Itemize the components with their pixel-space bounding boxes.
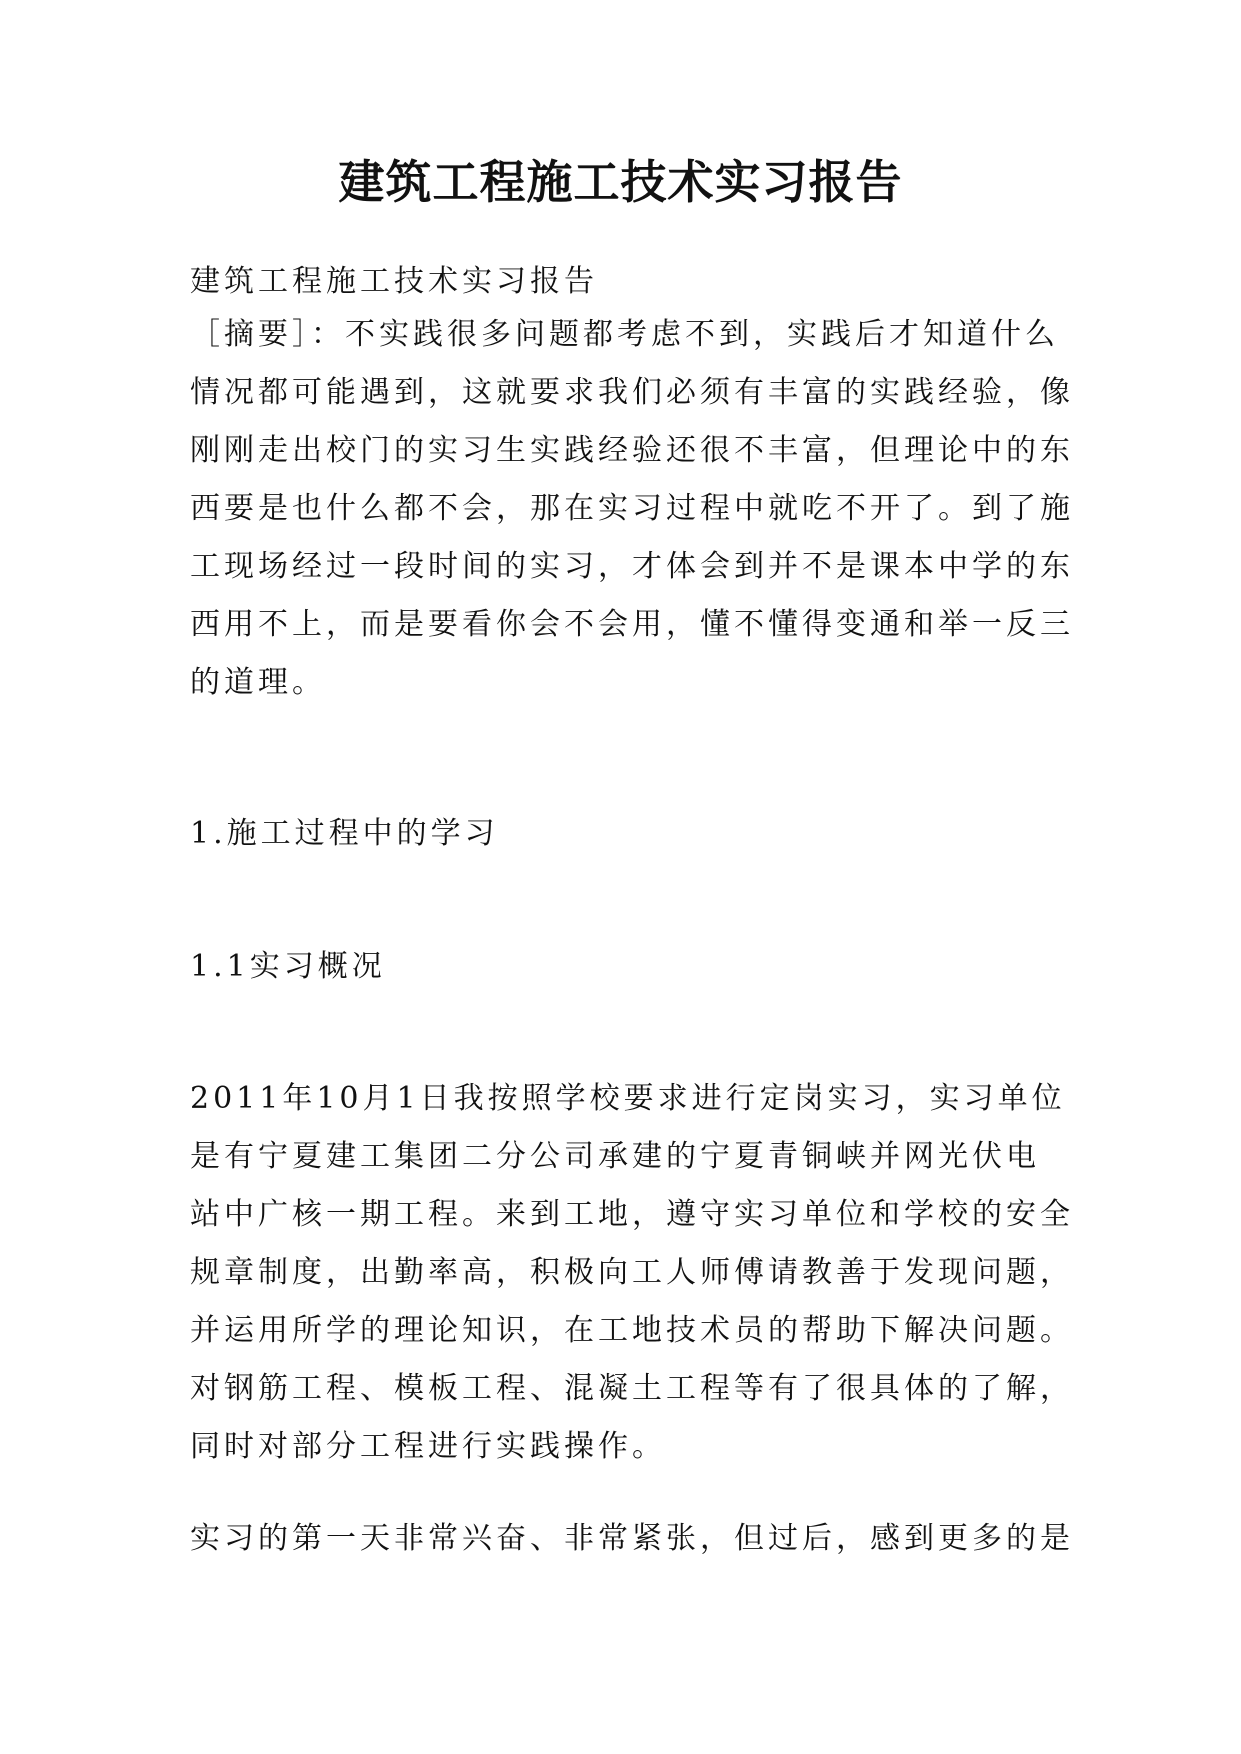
section-1-1-heading: 1.1实习概况 xyxy=(190,949,386,984)
paragraph-line: 站中广核一期工程。来到工地，遵守实习单位和学校的安全 xyxy=(190,1197,1074,1232)
abstract-line: 西要是也什么都不会，那在实习过程中就吃不开了。到了施 xyxy=(190,491,1074,526)
abstract-line: 刚刚走出校门的实习生实践经验还很不丰富，但理论中的东 xyxy=(190,433,1074,468)
section-1-heading: 1.施工过程中的学习 xyxy=(190,816,499,851)
body-paragraph-2 xyxy=(190,1510,1074,1568)
paragraph-line: 是有宁夏建工集团二分公司承建的宁夏青铜峡并网光伏电 xyxy=(190,1139,1040,1174)
abstract-line: 情况都可能遇到，这就要求我们必须有丰富的实践经验，像 xyxy=(190,375,1074,410)
abstract-line: ［摘要］：不实践很多问题都考虑不到，实践后才知道什么 xyxy=(190,317,1059,352)
body-paragraph-1 xyxy=(190,1070,1074,1476)
document-title: 建筑工程施工技术实习报告 xyxy=(338,155,903,209)
paragraph-line: 同时对部分工程进行实践操作。 xyxy=(190,1429,666,1464)
paragraph-line: 对钢筋工程、模板工程、混凝土工程等有了很具体的了解， xyxy=(190,1371,1074,1406)
abstract-paragraph xyxy=(190,306,1074,712)
paragraph-line: 规章制度，出勤率高，积极向工人师傅请教善于发现问题， xyxy=(190,1255,1074,1290)
section-heading xyxy=(190,805,1050,863)
paragraph-line: 并运用所学的理论知识，在工地技术员的帮助下解决问题。 xyxy=(190,1313,1074,1348)
abstract-line: 的道理。 xyxy=(190,665,326,700)
document-subtitle xyxy=(190,253,1050,311)
paragraph-line: 2011年10月1日我按照学校要求进行定岗实习，实习单位 xyxy=(190,1081,1066,1116)
subsection-heading xyxy=(190,938,1050,996)
paragraph-line: 实习的第一天非常兴奋、非常紧张，但过后，感到更多的是 xyxy=(190,1521,1074,1556)
abstract-line: 西用不上，而是要看你会不会用，懂不懂得变通和举一反三 xyxy=(190,607,1074,642)
subtitle-line: 建筑工程施工技术实习报告 xyxy=(190,264,598,299)
abstract-line: 工现场经过一段时间的实习，才体会到并不是课本中学的东 xyxy=(190,549,1074,584)
